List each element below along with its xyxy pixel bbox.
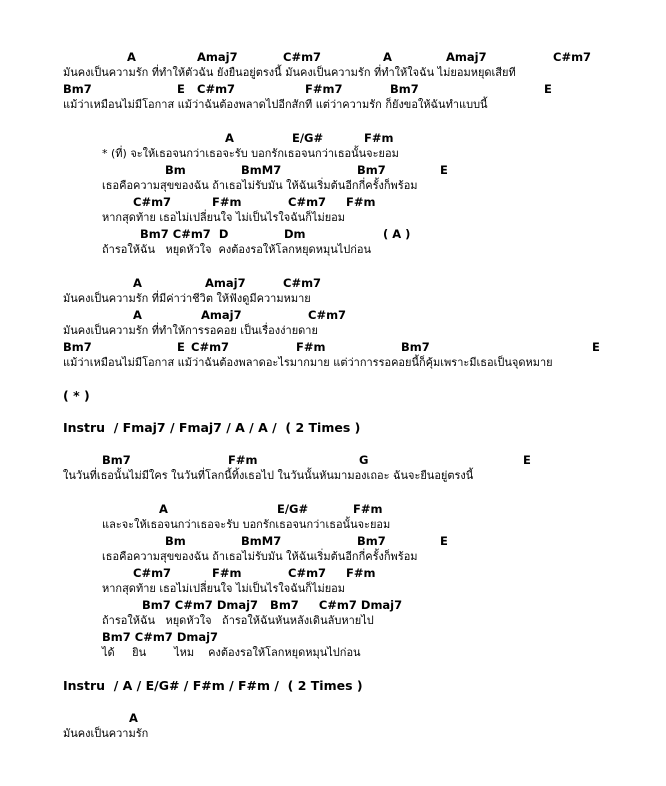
lyric-line: มันคงเป็นความรัก ที่มีค่าว่าชีวิต ให้ฟังดูมีความหมาย <box>63 292 311 305</box>
lyric-line: หากสุดท้าย เธอไม่เปลี่ยนใจ ไม่เป็นไรใจฉันก็ไม่ยอม <box>102 582 345 595</box>
chord: A <box>225 131 234 145</box>
chord: Bm7 <box>390 82 419 96</box>
chord: C#m7 <box>308 308 347 322</box>
chord: F#m <box>364 131 394 145</box>
chord: E <box>523 453 531 467</box>
chord: Amaj7 <box>205 276 246 290</box>
chord: C#m7 <box>197 82 236 96</box>
lyric-line: และจะให้เธอจนกว่าเธอจะรับ บอกรักเธอจนกว่าเธอนั้นจะยอม <box>102 518 391 531</box>
lyric-line: แม้ว่าเหมือนไม่มีโอกาส แม้ว่าฉันต้องพลาดอะไรมากมาย แต่ว่าการรอคอยนี้ก็คุ้มเพราะมีเธอเป็นจุดหมาย <box>63 356 553 369</box>
chord: C#m7 <box>288 195 327 209</box>
chord: BmM7 <box>241 534 282 548</box>
chord: C#m7 <box>553 50 592 64</box>
lyric-line: * (ที่) จะให้เธอจนกว่าเธอจะรับ บอกรักเธอจนกว่าเธอนั้นจะยอม <box>102 147 399 160</box>
chord: C#m7 <box>133 566 172 580</box>
chord: F#m <box>346 195 376 209</box>
lyric-line: มันคงเป็นความรัก ที่ทำให้การรอคอย เป็นเรื่องง่ายดาย <box>63 324 318 337</box>
section-marker: ( * ) <box>63 388 90 403</box>
lyric-line: แม้ว่าเหมือนไม่มีโอกาส แม้ว่าฉันต้องพลาดไปอีกสักที แต่ว่าความรัก ก็ยังขอให้ฉันทำแบบนี้ <box>63 98 488 111</box>
chord: E/G# <box>277 502 309 516</box>
chord: Amaj7 <box>201 308 242 322</box>
chord: A <box>383 50 392 64</box>
chord: F#m7 <box>305 82 343 96</box>
chord: Amaj7 <box>446 50 487 64</box>
chord: Dm <box>284 227 306 241</box>
chord: C#m7 <box>191 340 230 354</box>
chord: E <box>544 82 552 96</box>
chord: E <box>592 340 600 354</box>
chord: Bm <box>165 534 186 548</box>
chord: G <box>359 453 369 467</box>
lyric-line: ในวันที่เธอนั้นไม่มีใคร ในวันที่โลกนี้ทิ้งเธอไป ในวันนั้นหันมามองเถอะ ฉันจะยืนอยู่ตรงนี้ <box>63 469 474 482</box>
chord: A <box>127 50 136 64</box>
lyric-line: มันคงเป็นความรัก ที่ทำให้ตัวฉัน ยังยืนอยู่ตรงนี้ มันคงเป็นความรัก ที่ทำให้ใจฉัน ไม่ยอมหยุดเสียที <box>63 66 516 79</box>
chord: E <box>177 340 185 354</box>
chord: A <box>133 308 142 322</box>
chord: F#m <box>296 340 326 354</box>
chord: BmM7 <box>241 163 282 177</box>
chord: E <box>440 163 448 177</box>
chord: F#m <box>346 566 376 580</box>
chord: C#m7 <box>283 50 322 64</box>
chord: Bm7 <box>102 453 131 467</box>
section-marker: Instru / Fmaj7 / Fmaj7 / A / A / ( 2 Times ) <box>63 420 361 435</box>
chord: Bm7 <box>401 340 430 354</box>
chord: Bm7 C#m7 D <box>140 227 229 241</box>
lyric-line: มันคงเป็นความรัก <box>63 727 149 740</box>
section-marker: Instru / A / E/G# / F#m / F#m / ( 2 Times ) <box>63 678 363 693</box>
chord: Bm7 <box>357 534 386 548</box>
chord: Bm7 <box>63 82 92 96</box>
lyric-line: เธอคือความสุขของฉัน ถ้าเธอไม่รับมัน ให้ฉันเริ่มต้นอีกกี่ครั้งก็พร้อม <box>102 179 418 192</box>
chord: E <box>177 82 185 96</box>
chord: C#m7 <box>288 566 327 580</box>
lyric-line: เธอคือความสุขของฉัน ถ้าเธอไม่รับมัน ให้ฉันเริ่มต้นอีกกี่ครั้งก็พร้อม <box>102 550 418 563</box>
chord: C#m7 <box>283 276 322 290</box>
chord: A <box>129 711 138 725</box>
chord: Amaj7 <box>197 50 238 64</box>
chord: F#m <box>228 453 258 467</box>
chord: Bm7 <box>357 163 386 177</box>
chord: Bm7 C#m7 Dmaj7 Bm7 C#m7 Dmaj7 <box>142 598 403 612</box>
lyric-line: ได้ ยิน ไหม คงต้องรอให้โลกหยุดหมุนไปก่อน <box>102 646 361 659</box>
chord: A <box>159 502 168 516</box>
chord: E/G# <box>292 131 324 145</box>
chord: F#m <box>212 195 242 209</box>
chord: E <box>440 534 448 548</box>
lyric-line: หากสุดท้าย เธอไม่เปลี่ยนใจ ไม่เป็นไรใจฉันก็ไม่ยอม <box>102 211 345 224</box>
chord: F#m <box>353 502 383 516</box>
chord: A <box>133 276 142 290</box>
chord: Bm <box>165 163 186 177</box>
lyric-line: ถ้ารอให้ฉัน หยุดหัวใจ ถ้ารอให้ฉันหันหลังเดินลับหายไป <box>102 614 374 627</box>
chord: ( A ) <box>383 227 411 241</box>
chord: F#m <box>212 566 242 580</box>
chord: C#m7 <box>133 195 172 209</box>
lyric-line: ถ้ารอให้ฉัน หยุดหัวใจ คงต้องรอให้โลกหยุดหมุนไปก่อน <box>102 243 372 256</box>
chord: Bm7 <box>63 340 92 354</box>
chord: Bm7 C#m7 Dmaj7 <box>102 630 219 644</box>
